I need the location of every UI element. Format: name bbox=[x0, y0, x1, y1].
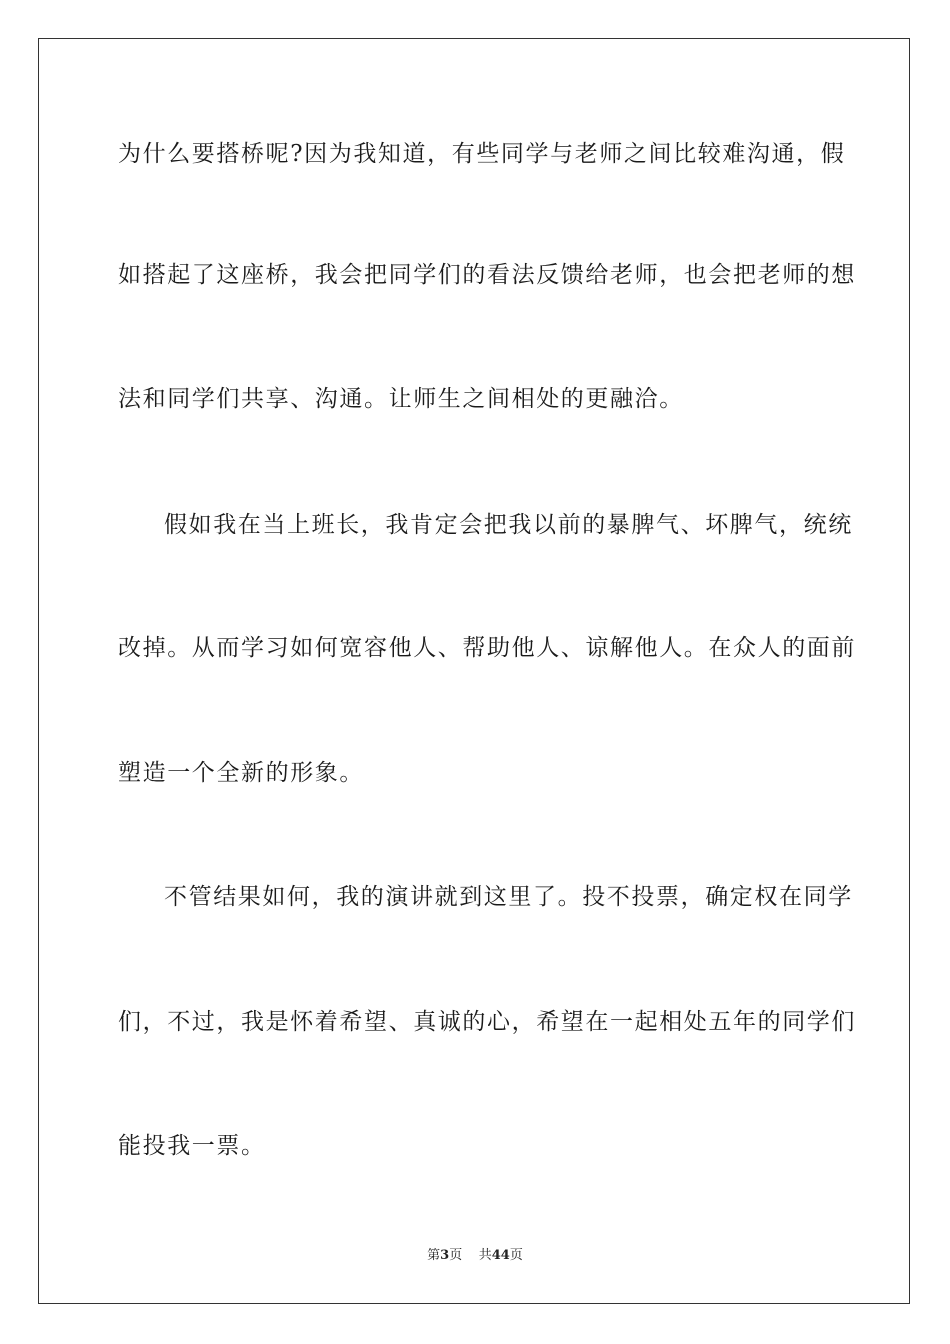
body-line-7: 不管结果如何，我的演讲就到这里了。投不投票，确定权在同学 bbox=[164, 884, 853, 910]
footer-page-suffix: 页 bbox=[449, 1248, 463, 1263]
body-line-5: 改掉。从而学习如何宽容他人、帮助他人、谅解他人。在众人的面前 bbox=[118, 635, 856, 661]
footer-total-prefix: 共 bbox=[478, 1248, 492, 1263]
footer-page-prefix: 第 bbox=[427, 1248, 441, 1263]
footer-page-number: 3 bbox=[440, 1248, 450, 1263]
page-border bbox=[38, 38, 910, 1304]
body-line-8: 们，不过，我是怀着希望、真诚的心，希望在一起相处五年的同学们 bbox=[118, 1009, 856, 1035]
body-line-6: 塑造一个全新的形象。 bbox=[118, 760, 364, 786]
page-footer bbox=[0, 1248, 950, 1264]
body-line-3: 法和同学们共享、沟通。让师生之间相处的更融洽。 bbox=[118, 386, 684, 412]
body-line-9: 能投我一票。 bbox=[118, 1133, 266, 1159]
body-line-1: 为什么要搭桥呢?因为我知道，有些同学与老师之间比较难沟通，假 bbox=[118, 141, 846, 167]
footer-total-suffix: 页 bbox=[509, 1248, 523, 1263]
body-line-2: 如搭起了这座桥，我会把同学们的看法反馈给老师，也会把老师的想 bbox=[118, 262, 856, 288]
footer-total-pages: 44 bbox=[491, 1248, 510, 1263]
body-line-4: 假如我在当上班长，我肯定会把我以前的暴脾气、坏脾气，统统 bbox=[164, 512, 853, 538]
